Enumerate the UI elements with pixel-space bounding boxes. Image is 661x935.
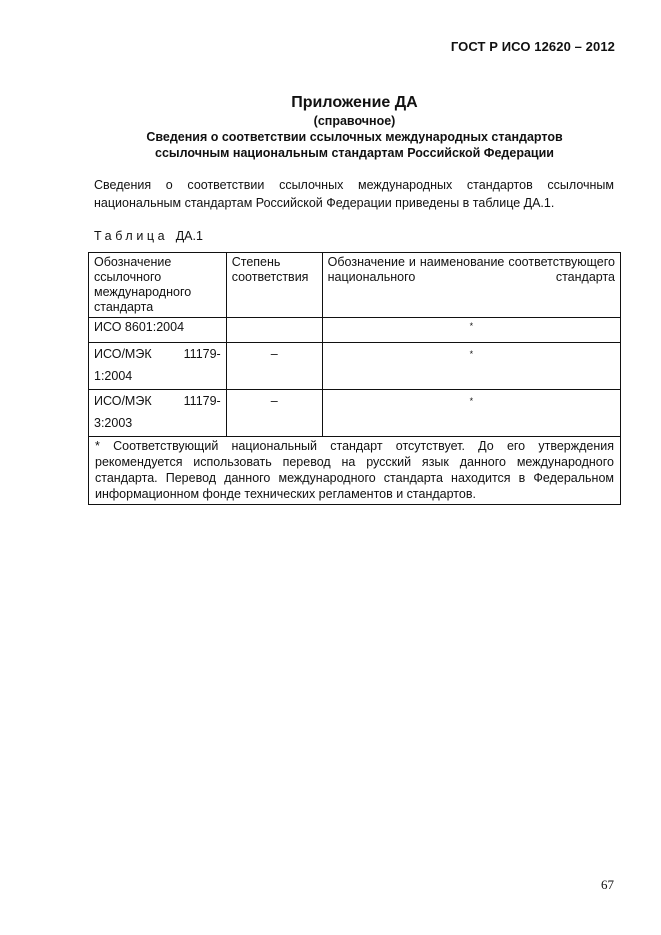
table-row	[89, 390, 621, 437]
cell-standard-line-1: ИСО/МЭК 11179-	[94, 347, 221, 361]
table-caption-word: Таблица	[94, 229, 169, 243]
cell-national-standard: *	[322, 318, 620, 343]
header-international-standard: Обозначение ссылочного международного стандарта	[89, 253, 227, 318]
cell-degree: –	[226, 343, 322, 390]
cell-international-standard	[89, 390, 227, 437]
appendix-heading-line-2: ссылочным национальным стандартам Российской Федерации	[155, 146, 554, 160]
table-footnote: * Соответствующий национальный стандарт отсутствует. До его утверждения рекомендуется использовать перевод на русский язык данного международного стандарта. Перевод данного международного стандарта находится в Федеральном информационном фонде технических регламентов и стандартов.	[89, 437, 621, 505]
header-national-standard: Обозначение и наименование соответствующего национального стандарта	[322, 253, 620, 318]
table-header-row	[89, 253, 621, 318]
cell-standard-line-2: 3:2003	[94, 416, 133, 430]
table-caption-id: ДА.1	[175, 229, 203, 243]
header-degree-of-conformity: Степень соответствия	[226, 253, 322, 318]
cell-standard-line-1: ИСО/МЭК 11179-	[94, 394, 221, 408]
cell-degree	[226, 318, 322, 343]
appendix-title-block	[88, 93, 621, 161]
cell-international-standard	[89, 343, 227, 390]
cell-national-standard: *	[322, 343, 620, 390]
table-footnote-row	[89, 437, 621, 505]
appendix-heading-line-1: Сведения о соответствии ссылочных международных стандартов	[146, 130, 563, 144]
cell-international-standard: ИСО 8601:2004	[89, 318, 227, 343]
standard-designation-header: ГОСТ Р ИСО 12620 – 2012	[450, 39, 615, 54]
table-row	[89, 318, 621, 343]
cell-standard-line-2: 1:2004	[94, 369, 133, 383]
table-row	[89, 343, 621, 390]
appendix-title: Приложение ДА	[291, 94, 418, 111]
page-number: 67	[601, 877, 614, 892]
intro-paragraph: Сведения о соответствии ссылочных международных стандартов ссылочным национальным стандартам Российской Федерации приведены в таблице ДА.1.	[94, 178, 614, 210]
correspondence-table	[88, 252, 621, 505]
cell-degree: –	[226, 390, 322, 437]
cell-national-standard: *	[322, 390, 620, 437]
table-caption	[94, 229, 203, 243]
appendix-subtitle: (справочное)	[313, 114, 396, 128]
